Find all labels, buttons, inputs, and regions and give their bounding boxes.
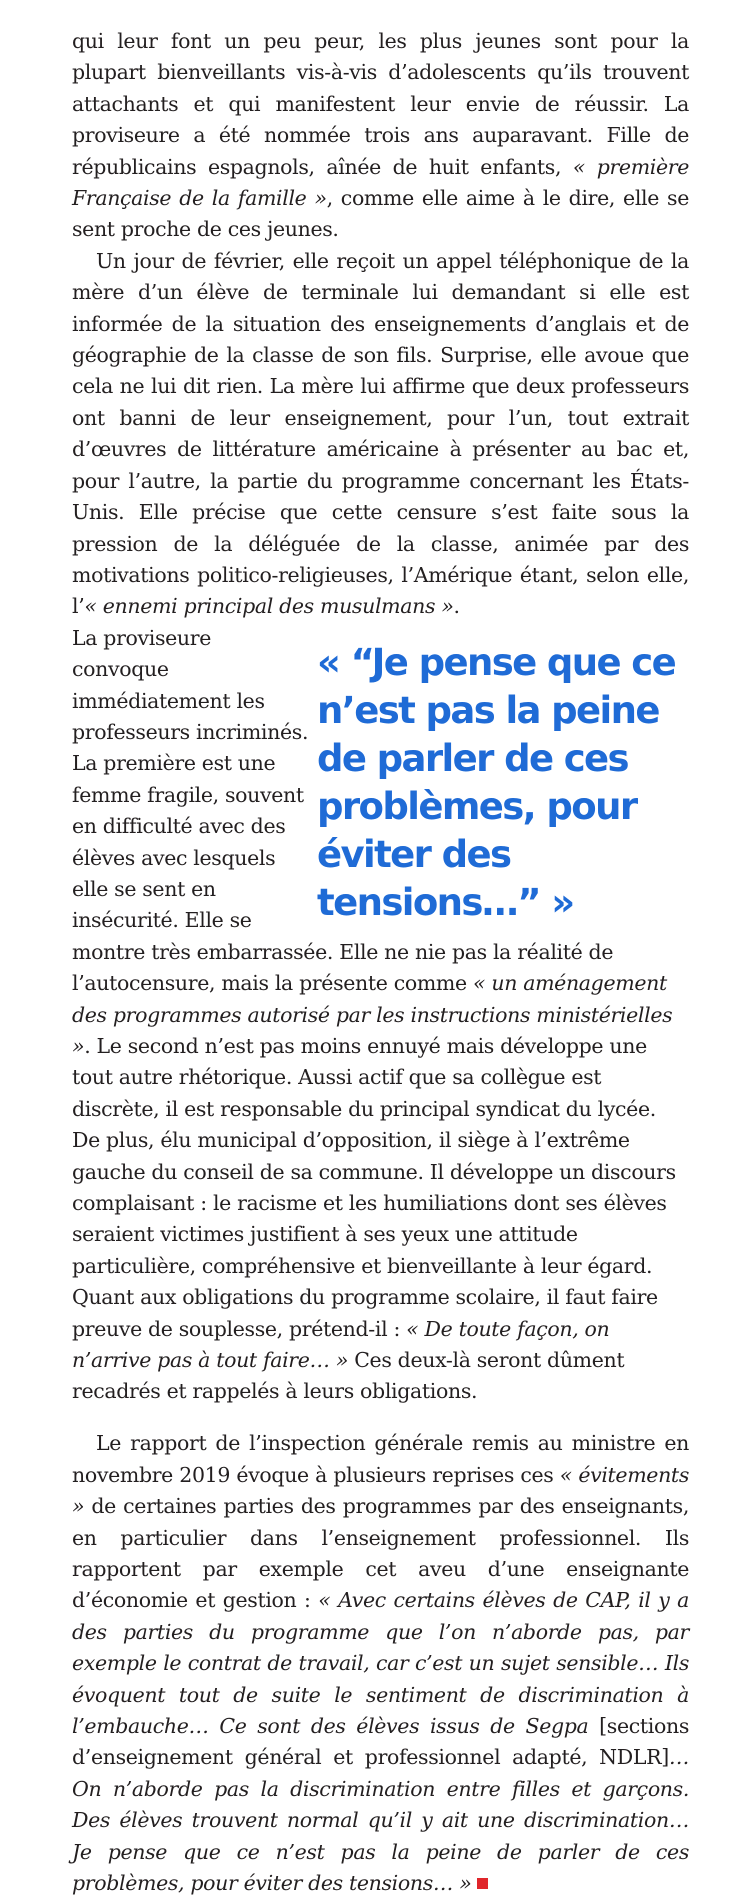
- paragraph-1-end: , comme elle aime à le dire, elle se sent proche de ces jeunes.: [72, 186, 689, 242]
- paragraph-3-text-c: Ces deux-là seront dûment recadrés et rappelés à leurs obligations.: [72, 1348, 625, 1404]
- paragraph-4-text-b: de certaines parties des programmes par des enseignants, en particulier dans l’enseignement professionnel. Ils rapportent par exemple cet aveu d’une enseignante d’économie et gestion :: [72, 1494, 689, 1613]
- paragraph-1: [72, 26, 689, 246]
- quote-premiere-francaise: « première Française de la famille »: [72, 154, 690, 211]
- quote-evitements: « évitements »: [72, 1462, 689, 1519]
- quote-ennemi-principal: « ennemi principal des musulmans »: [84, 594, 454, 619]
- paragraph-1-text: qui leur font un peu peur, les plus jeunes sont pour la plupart bienveillants vis-à-vis d’adolescents qu’ils trouvent attachants et qui manifestent leur envie de réussir. La proviseure a été nommée trois ans auparavant. Fille de républicains espagnols, aînée de huit enfants,: [72, 29, 689, 179]
- paragraph-4-text-c: [sections d’enseignement général et professionnel adapté, NDLR]: [72, 1714, 689, 1770]
- paragraph-4-text-a: Le rapport de l’inspection générale remis au ministre en novembre 2019 évoque à plusieurs reprises ces: [72, 1431, 689, 1487]
- paragraph-3-text-a: La proviseure convoque immédiatement les professeurs incriminés. La première est une femme fragile, souvent en difficulté avec des élèves avec lesquels elle se sent en insécurité. Elle se montre très embarrassée. Elle ne nie pas la réalité de l’autocensure, mais la présente comme: [72, 625, 614, 996]
- paragraph-2-text: Un jour de février, elle reçoit un appel téléphonique de la mère d’un élève de terminale lui demandant si elle est informée de la situation des enseignements d’anglais et de géographie de la classe de son fils. Surprise, elle avoue que cela ne lui dit rien. La mère lui affirme que deux professeurs ont banni de leur enseignement, pour l’un, tout extrait d’œuvres de littérature américaine à présenter au bac et, pour l’autre, la partie du programme concernant les États-Unis. Elle précise que cette censure s’est faite sous la pression de la déléguée de la classe, animée par des motivations politico-religieuses, l’Amérique étant, selon elle, l’: [72, 248, 689, 619]
- quote-amenagement-programmes: « un aménagement des programmes autorisé par les instructions ministérielles »: [72, 971, 673, 1058]
- quote-de-toute-facon: « De toute façon, on n’arrive pas à tout faire… »: [72, 1316, 610, 1373]
- paragraph-2-end: .: [453, 594, 460, 619]
- quote-enseignante-cap: « Avec certains élèves de CAP, il y a des parties du programme que l’on n’aborde pas, par exemple le contrat de travail, car c’est un sujet sensible… Ils évoquent tout de suite le sentiment de discrimination à l’embauche… Ce sont des élèves issus de Segpa: [72, 1588, 689, 1739]
- quote-discrimination: … On n’aborde pas la discrimination entre filles et garçons. Des élèves trouvent normal qu’il y ait une discrimination… Je pense que ce n’est pas la peine de parler de ces problèmes, pour éviter des tensions… »: [72, 1745, 689, 1896]
- pull-quote: « “Je pense que ce n’est pas la peine de parler de ces problèmes, pour éviter des tensions…” »: [317, 640, 676, 924]
- paragraph-4: [72, 1428, 689, 1899]
- paragraph-2: [72, 246, 689, 623]
- article-end-mark: [477, 1878, 488, 1889]
- paragraph-3-text-b: . Le second n’est pas moins ennuyé mais développe une tout autre rhétorique. Aussi actif que sa collègue est discrète, il est responsable du principal syndicat du lycée. De plus, élu municipal d’opposition, il siège à l’extrême gauche du conseil de sa commune. Il développe un discours complaisant : le racisme et les humiliations dont ses élèves seraient victimes justifient à ses yeux une attitude particulière, compréhensive et bienveillante à leur égard. Quant aux obligations du programme scolaire, il faut faire preuve de souplesse, prétend-il :: [72, 1034, 676, 1341]
